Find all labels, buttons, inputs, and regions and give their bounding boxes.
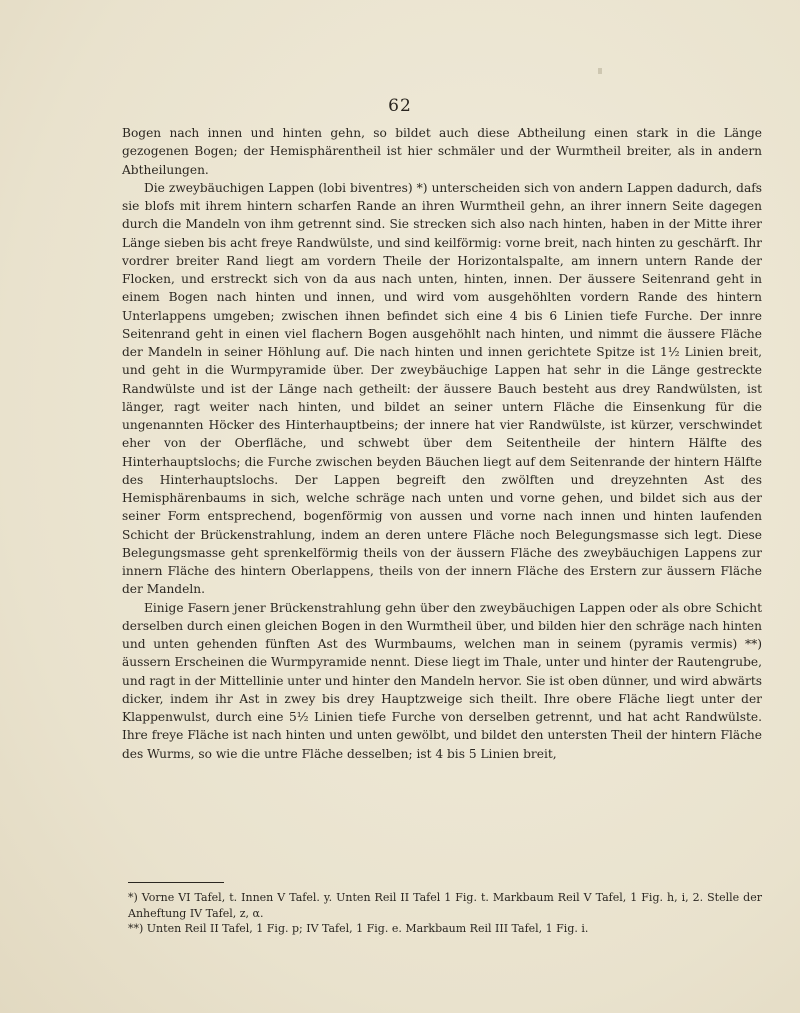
footnote-2: **) Unten Reil II Tafel, 1 Fig. p; IV Tafel, 1 Fig. e. Markbaum Reil III Tafel, 1 Fig. i. [128, 922, 589, 936]
page-number: 62 [388, 96, 412, 116]
paper-speck [598, 68, 602, 74]
footnote-divider [128, 882, 224, 883]
paragraph-continuation: Bogen nach innen und hinten gehn, so bildet auch diese Abtheilung einen stark in die Länge gezogenen Bogen; der Hemisphärentheil ist hier schmäler und der Wurmtheil breiter, als in andern Abtheilungen. [122, 126, 762, 177]
footnotes [128, 890, 762, 937]
paragraph-wurmpyramide: Einige Fasern jener Brückenstrahlung gehn über den zweybäuchigen Lappen oder als obre Schicht derselben durch einen gleichen Bogen in den Wurmtheil über, und bilden hier den schräge nach hinten und unten gehenden fünften Ast des Wurmbaums, welchen man in seinem (pyramis vermis) **) äussern Erscheinen die Wurmpyramide nennt. Diese liegt im Thale, unter und hinter der Rautengrube, und ragt in der Mittellinie unter und hinter den Mandeln hervor. Sie ist oben dünner, und wird abwärts dicker, indem ihr Ast in zwey bis drey Hauptzweige sich theilt. Ihre obere Fläche liegt unter der Klappenwulst, durch eine 5½ Linien tiefe Furche von derselben getrennt, und hat acht Randwülste. Ihre freye Fläche ist nach hinten und unten gewölbt, und bildet den untersten Theil der hintern Fläche des Wurms, so wie die untre Fläche desselben; ist 4 bis 5 Linien breit, [122, 600, 762, 761]
body-text [122, 124, 762, 763]
paragraph-lobi-biventres: Die zweybäuchigen Lappen (lobi biventres) *) unterscheiden sich von andern Lappen dadurch, dafs sie blofs mit ihrem hintern scharfen Rande an ihren Wurmtheil gehn, an ihrer innern Seite dagegen durch die Mandeln von ihm getrennt sind. Sie strecken sich also nach hinten, haben in der Mitte ihrer Länge sieben bis acht freye Randwülste, und sind keilförmig: vorne breit, nach hinten zu geschärft. Ihr vordrer breiter Rand liegt am vordern Theile der Horizontalspalte, am innern untern Rande der Flocken, und erstreckt sich von da aus nach unten, hinten, innen. Der äussere Seitenrand geht in einem Bogen nach hinten und innen, und wird vom ausgehöhlten vordern Rande des hintern Unterlappens umgeben; zwischen ihnen befindet sich eine 4 bis 6 Linien tiefe Furche. Der innre Seitenrand geht in einen viel flachern Bogen ausgehöhlt nach hinten, und nimmt die äussere Fläche der Mandeln in seiner Höhlung auf. Die nach hinten und innen gerichtete Spitze ist 1½ Linien breit, und geht in die Wurmpyramide über. Der zweybäuchige Lappen hat sehr in die Länge gestreckte Randwülste und ist der Länge nach getheilt: der äussere Bauch besteht aus drey Randwülsten, ist länger, ragt weiter nach hinten, und bildet an seiner untern Fläche die Einsenkung für die ungenannten Höcker des Hinterhauptbeins; der innere hat vier Randwülste, ist kürzer, verschwindet eher von der Oberfläche, und schwebt über dem Seitentheile der hintern Hälfte des Hinterhauptslochs; die Furche zwischen beyden Bäuchen liegt auf dem Seitenrande der hintern Hälfte des Hinterhauptslochs. Der Lappen begreift den zwölften und dreyzehnten Ast des Hemisphärenbaums in sich, welche schräge nach unten und vorne gehen, und bildet sich aus der seiner Form entsprechend, bogenförmig von aussen und vorne nach innen und hinten laufenden Schicht der Brückenstrahlung, indem an deren untere Fläche noch Belegungsmasse sich legt. Diese Belegungsmasse geht sprenkelförmig theils von der äussern Fläche des zweybäuchigen Lappens zur innern Fläche des hintern Oberlappens, theils von der innern Fläche des Erstern zur äussern Fläche der Mandeln. [122, 180, 762, 597]
footnote-1: *) Vorne VI Tafel, t. Innen V Tafel. y. Unten Reil II Tafel 1 Fig. t. Markbaum Reil V Tafel, 1 Fig. h, i, 2. Stelle der Anheftung IV Tafel, z, α. [128, 891, 762, 920]
